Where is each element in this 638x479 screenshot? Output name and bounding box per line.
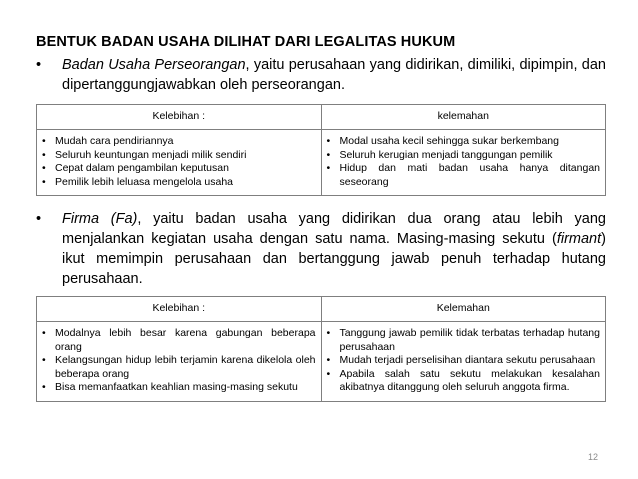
bullet-firma bbox=[36, 209, 606, 289]
list-item: • Apabila salah satu sekutu melakukan kesalahan akibatnya ditanggung oleh seluruh anggota firma. bbox=[326, 368, 601, 395]
list-item: • Seluruh keuntungan menjadi milik sendiri bbox=[41, 149, 316, 163]
list-item: • Mudah terjadi perselisihan diantara sekutu perusahaan bbox=[326, 354, 601, 368]
slide-heading: BENTUK BADAN USAHA DILIHAT DARI LEGALITAS HUKUM bbox=[36, 34, 456, 50]
list-item: • Seluruh kerugian menjadi tanggungan pemilik bbox=[326, 149, 601, 163]
bullet-marker: • bbox=[36, 57, 42, 73]
table-header-kelebihan: Kelebihan : bbox=[37, 297, 322, 322]
list-item: • Modalnya lebih besar karena gabungan beberapa orang bbox=[41, 327, 316, 354]
list-item: • Mudah cara pendiriannya bbox=[41, 135, 316, 149]
bullet-firma-text bbox=[62, 209, 606, 289]
bullet-perseorangan-body: , yaitu perusahaan yang didirikan, dimiliki, dipimpin, dan dipertanggungjawabkan oleh perseorangan. bbox=[62, 57, 606, 93]
kelebihan-cell bbox=[37, 322, 322, 402]
list-item: • Kelangsungan hidup lebih terjamin karena dikelola oleh beberapa orang bbox=[41, 354, 316, 381]
bullet-firma-body-a: , yaitu badan usaha yang didirikan dua orang atau lebih yang menjalankan kegiatan usaha dengan satu nama. Masing-masing sekutu ( bbox=[62, 211, 606, 247]
bullet-marker: • bbox=[36, 211, 42, 227]
kelemahan-cell bbox=[321, 322, 606, 402]
list-item: • Cepat dalam pengambilan keputusan bbox=[41, 162, 316, 176]
term-firma: Firma (Fa) bbox=[62, 211, 138, 227]
table-firma bbox=[36, 296, 606, 402]
bullet-perseorangan-text bbox=[62, 55, 606, 95]
list-item: • Pemilik lebih leluasa mengelola usaha bbox=[41, 176, 316, 190]
bullet-firma-body-b: ) ikut memimpin perusahaan dan bertanggung jawab penuh terhadap hutang perusahaan. bbox=[62, 231, 606, 287]
kelebihan-cell bbox=[37, 130, 322, 196]
list-item: • Modal usaha kecil sehingga sukar berkembang bbox=[326, 135, 601, 149]
page-number: 12 bbox=[588, 452, 599, 462]
list-item: • Hidup dan mati badan usaha hanya ditangan seseorang bbox=[326, 162, 601, 189]
bullet-perseorangan bbox=[36, 55, 606, 95]
table-header-kelebihan: Kelebihan : bbox=[37, 105, 322, 130]
kelemahan-cell bbox=[321, 130, 606, 196]
list-item: • Bisa memanfaatkan keahlian masing-masing sekutu bbox=[41, 381, 316, 395]
table-header-kelemahan: Kelemahan bbox=[321, 297, 606, 322]
table-perseorangan bbox=[36, 104, 606, 196]
list-item: • Tanggung jawab pemilik tidak terbatas terhadap hutang perusahaan bbox=[326, 327, 601, 354]
table-header-kelemahan: kelemahan bbox=[321, 105, 606, 130]
term-firmant: firmant bbox=[556, 231, 602, 247]
term-perseorangan: Badan Usaha Perseorangan bbox=[62, 57, 246, 73]
